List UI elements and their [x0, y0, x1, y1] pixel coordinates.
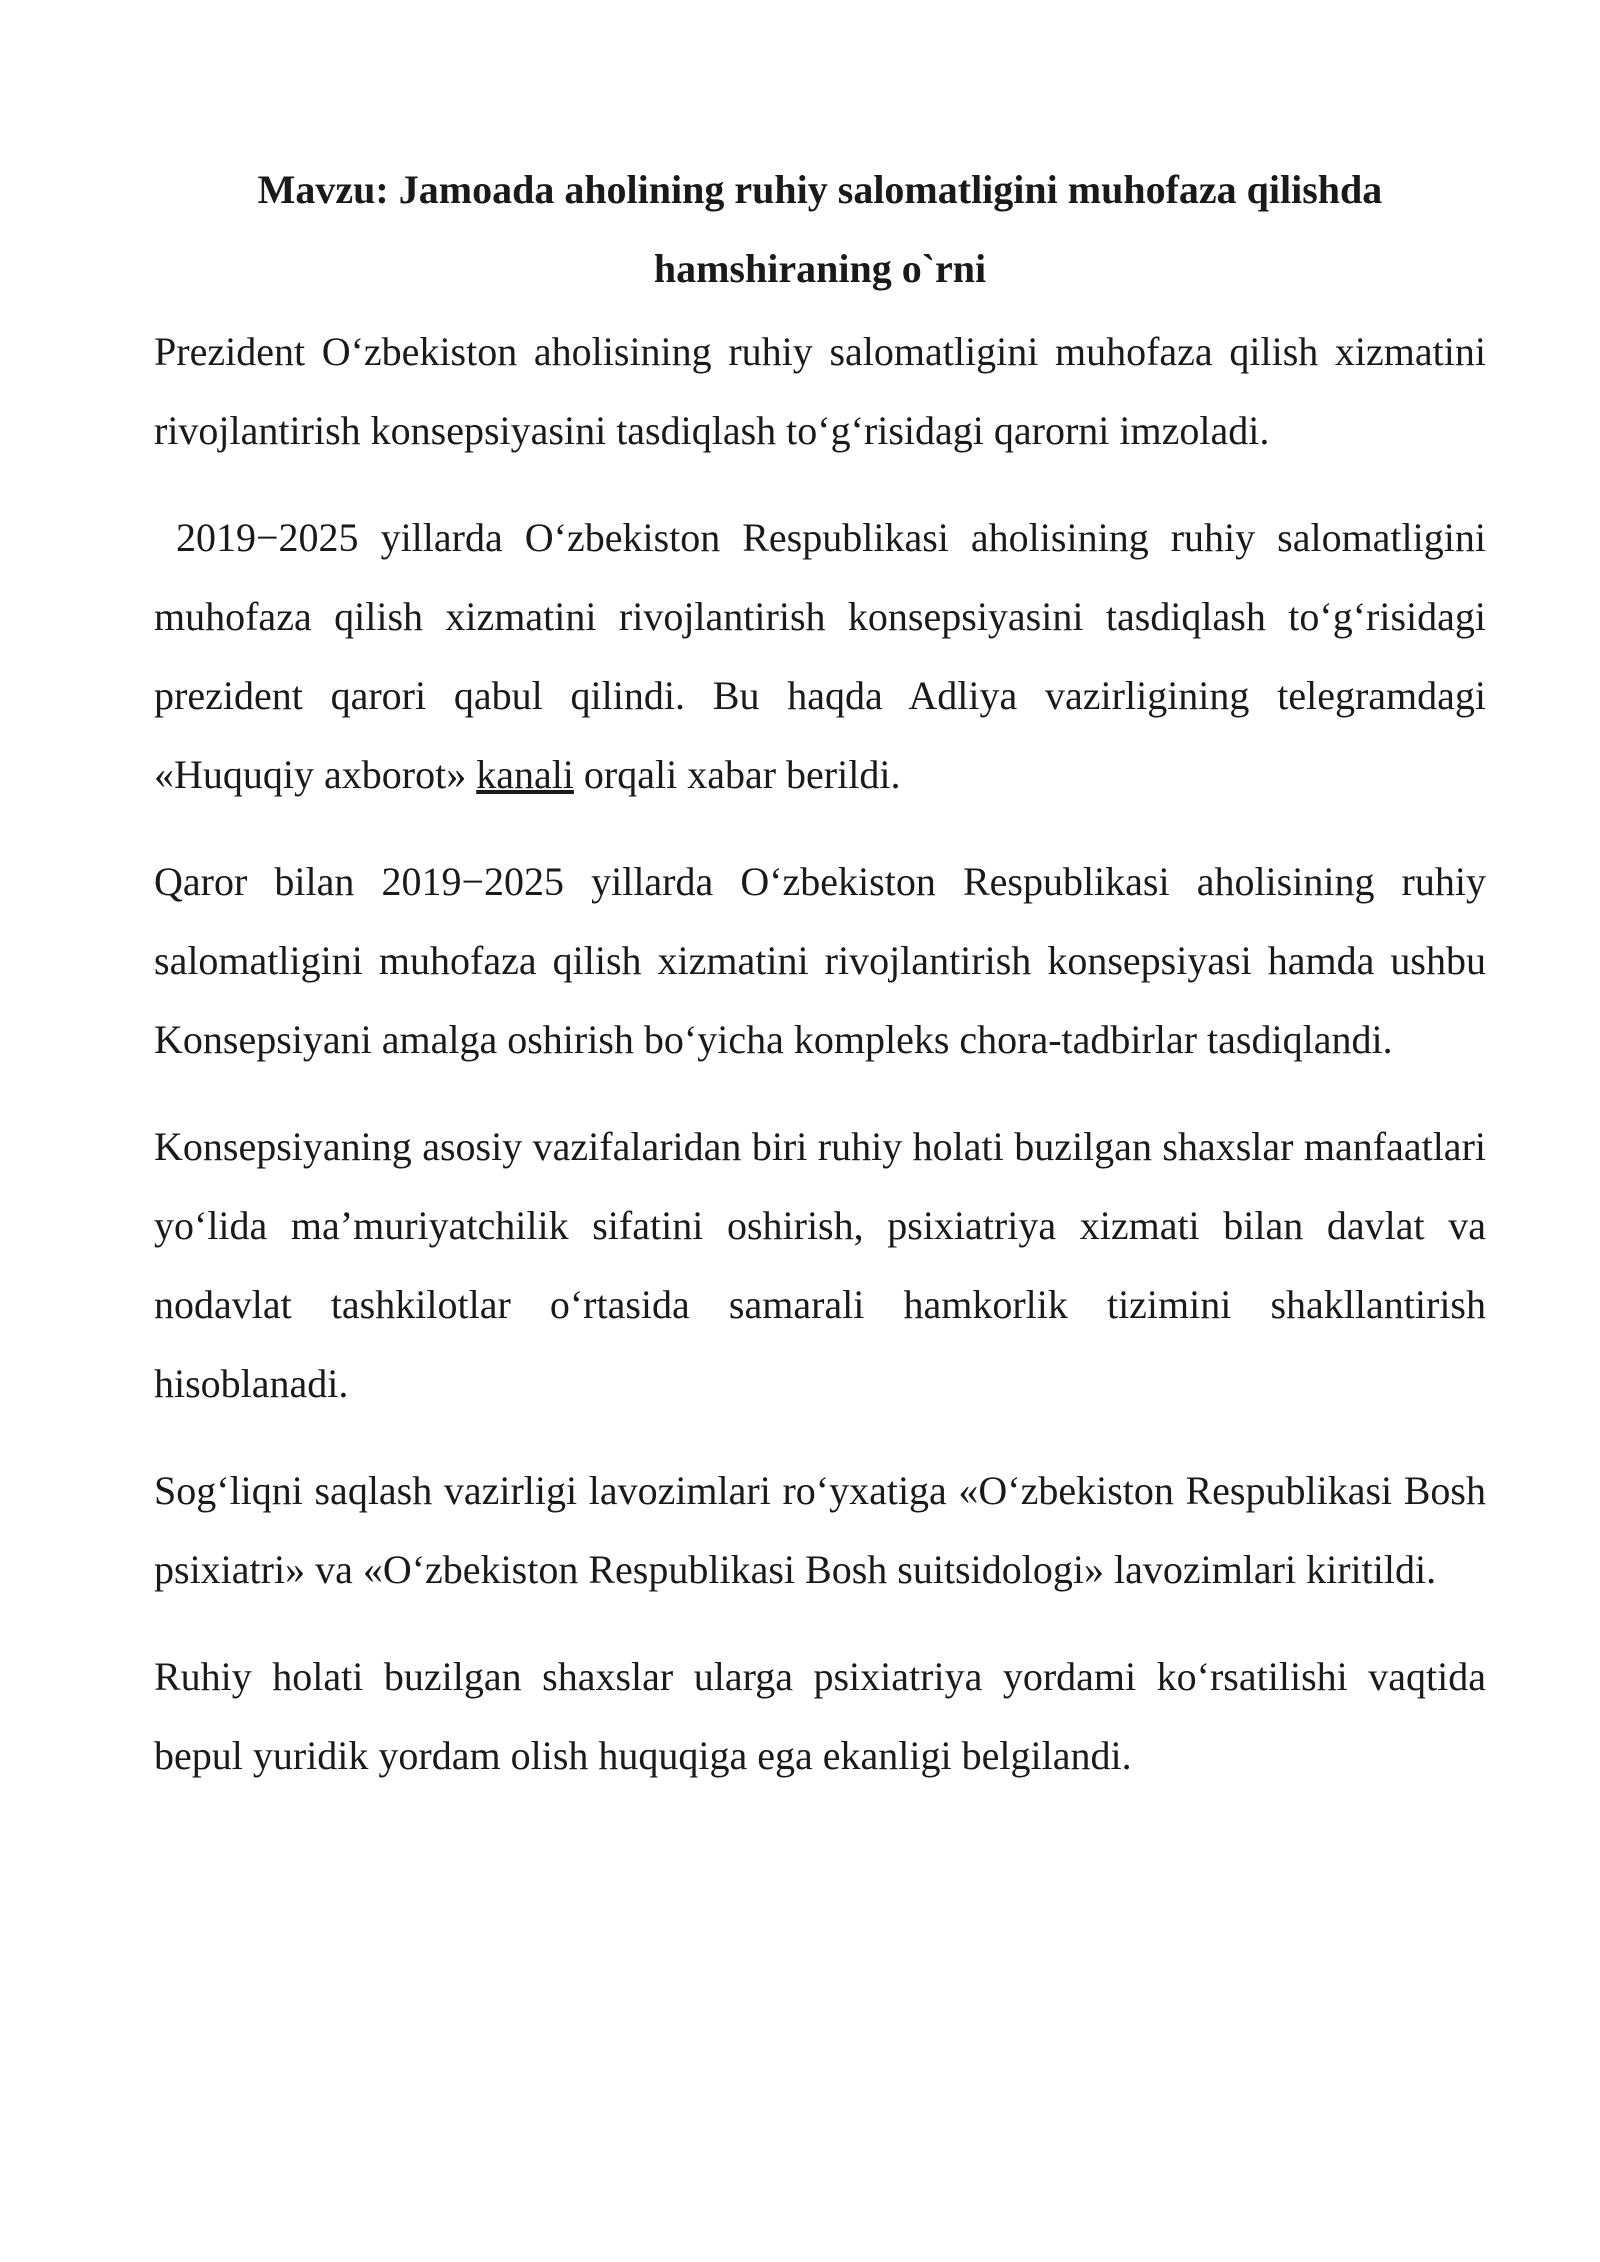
- channel-link[interactable]: kanali: [476, 752, 574, 797]
- paragraph-2-text-start: 2019−2025 yillarda O‘zbekiston Respublikasi aholisining ruhiy salomatligini muhofaza qilish xizmatini rivojlantirish konsepsiyasini tasdiqlash to‘g‘risidagi prezident qarori qabul qilindi. Bu haqda Adliya vazirligining telegramdagi «Huquqiy axborot»: [154, 515, 1486, 797]
- paragraph-2-text-end: orqali xabar berildi.: [573, 752, 901, 797]
- document-title: Mavzu: Jamoada aholining ruhiy salomatligini muhofaza qilishda hamshiraning o`rni: [257, 167, 1383, 291]
- paragraph-6: Ruhiy holati buzilgan shaxslar ularga psixiatriya yordami ko‘rsatilishi vaqtida bepul yuridik yordam olish huquqiga ega ekanligi belgilandi.: [154, 1654, 1486, 1778]
- paragraph-4: Konsepsiyaning asosiy vazifalaridan biri ruhiy holati buzilgan shaxslar manfaatlari yo‘lida ma’muriyatchilik sifatini oshirish, psixiatriya xizmati bilan davlat va nodavlat tashkilotlar o‘rtasida samarali hamkorlik tizimini shakllantirish hisoblanadi.: [154, 1124, 1486, 1406]
- paragraph-5: Sog‘liqni saqlash vazirligi lavozimlari ro‘yxatiga «O‘zbekiston Respublikasi Bosh psixiatri» va «O‘zbekiston Respublikasi Bosh suitsidologi» lavozimlari kiritildi.: [154, 1468, 1486, 1592]
- paragraph-1: Prezident O‘zbekiston aholisining ruhiy salomatligini muhofaza qilish xizmatini rivojlantirish konsepsiyasini tasdiqlash to‘g‘risidagi qarorni imzoladi.: [154, 329, 1486, 453]
- paragraph-3: Qaror bilan 2019−2025 yillarda O‘zbekiston Respublikasi aholisining ruhiy salomatligini muhofaza qilish xizmatini rivojlantirish konsepsiyasi hamda ushbu Konsepsiyani amalga oshirish bo‘yicha kompleks chora-tadbirlar tasdiqlandi.: [154, 859, 1486, 1062]
- paragraph-2: [154, 498, 1486, 814]
- document-page: [154, 150, 1486, 1823]
